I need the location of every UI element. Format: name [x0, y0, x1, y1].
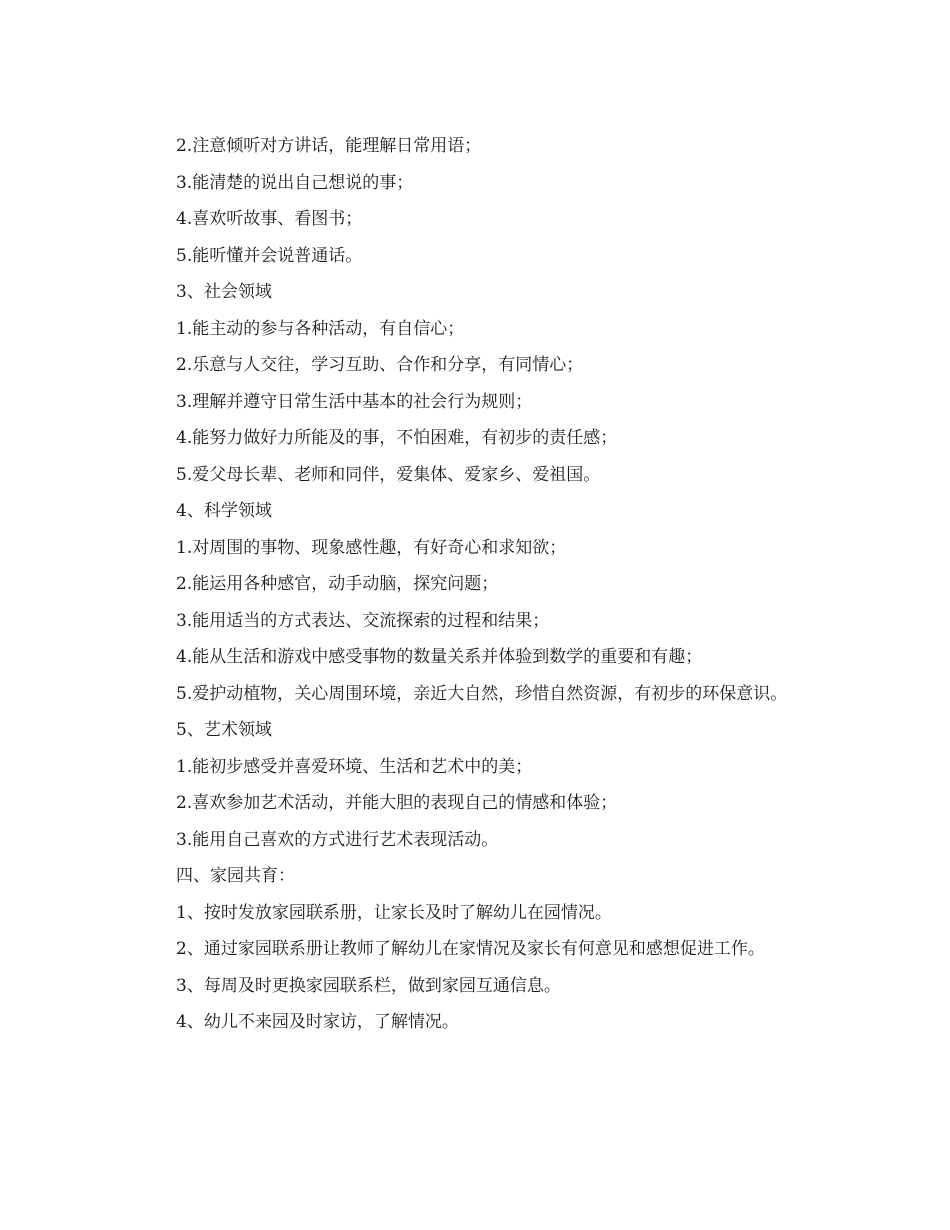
paragraph-science-2: 2.能运用各种感官，动手动脑，探究问题； — [176, 574, 499, 594]
paragraph-language-2: 2.注意倾听对方讲话，能理解日常用语； — [176, 136, 482, 156]
paragraph-science-1: 1.对周围的事物、现象感性趣，有好奇心和求知欲； — [176, 537, 567, 558]
section-heading-science: 4、科学领域 — [176, 501, 272, 521]
paragraph-home-school-1: 1、按时发放家园联系册，让家长及时了解幼儿在园情况。 — [176, 902, 612, 923]
paragraph-language-4: 4.喜欢听故事、看图书； — [176, 209, 363, 229]
paragraph-social-3: 3.理解并遵守日常生活中基本的社会行为规则； — [176, 391, 533, 412]
paragraph-home-school-4: 4、幼儿不来园及时家访，了解情况。 — [176, 1012, 459, 1032]
paragraph-language-3: 3.能清楚的说出自己想说的事； — [176, 172, 414, 193]
section-heading-social: 3、社会领域 — [176, 282, 272, 302]
paragraph-social-4: 4.能努力做好力所能及的事，不怕困难，有初步的责任感； — [176, 428, 618, 448]
paragraph-home-school-3: 3、每周及时更换家园联系栏，做到家园互通信息。 — [176, 975, 561, 996]
paragraph-art-1: 1.能初步感受并喜爱环境、生活和艺术中的美； — [176, 756, 533, 777]
paragraph-social-1: 1.能主动的参与各种活动，有自信心； — [176, 318, 465, 339]
paragraph-social-5: 5.爱父母长辈、老师和同伴，爱集体、爱家乡、爱祖国。 — [176, 464, 601, 485]
paragraph-art-3: 3.能用自己喜欢的方式进行艺术表现活动。 — [176, 829, 499, 850]
paragraph-social-2: 2.乐意与人交往，学习互助、合作和分享，有同情心； — [176, 355, 584, 375]
paragraph-science-4: 4.能从生活和游戏中感受事物的数量关系并体验到数学的重要和有趣； — [176, 647, 703, 667]
section-heading-home-school: 四、家园共育： — [176, 866, 295, 886]
section-heading-art: 5、艺术领域 — [176, 720, 272, 740]
document-body — [140, 128, 810, 1041]
paragraph-science-5: 5.爱护动植物，关心周围环境，亲近大自然，珍惜自然资源，有初步的环保意识。 — [176, 683, 788, 704]
paragraph-art-2: 2.喜欢参加艺术活动，并能大胆的表现自己的情感和体验； — [176, 793, 618, 813]
paragraph-science-3: 3.能用适当的方式表达、交流探索的过程和结果； — [176, 610, 550, 631]
paragraph-home-school-2: 2、通过家园联系册让教师了解幼儿在家情况及家长有何意见和感想促进工作。 — [176, 939, 765, 959]
paragraph-language-5: 5.能听懂并会说普通话。 — [176, 245, 363, 266]
